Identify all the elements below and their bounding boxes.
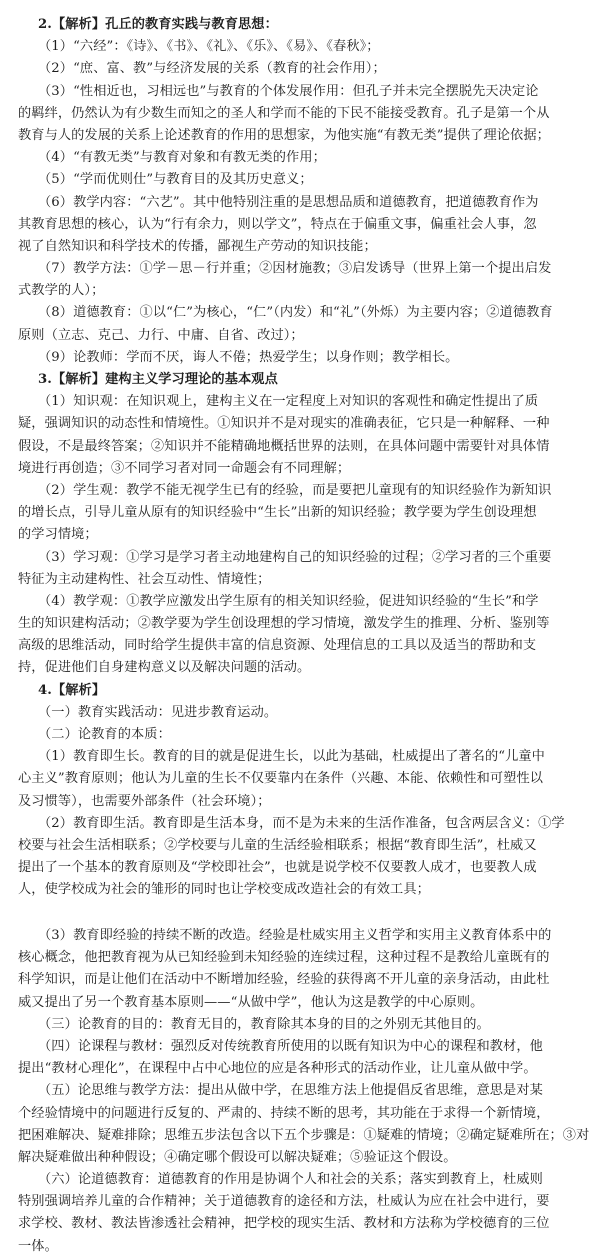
text-line-content: 高级的思维活动，同时给学生提供丰富的信息资源、处理信息的工具以及适当的帮助和支 [18, 638, 537, 654]
text-line [18, 480, 603, 502]
text-line [18, 1236, 603, 1258]
text-line-content: （六）论道德教育：道德教育的作用是协调个人和社会的关系；落实到教育上，杜威则 [38, 1172, 543, 1188]
text-line [18, 36, 603, 58]
text-line [18, 791, 603, 813]
text-line-content: 式教学的人）； [18, 283, 105, 299]
text-line-content: 假设，不是最终答案；②知识并不能精确地概括世界的法则，在具体问题中需要针对具体情 [18, 438, 550, 454]
text-line-content: （四）论课程与教材：强烈反对传统教育所使用的以既有知识为中心的课程和教材，他 [38, 1038, 543, 1054]
text-line-content: 求学校、教材、教法皆渗透社会精神，把学校的现实生活、教材和方法称为学校德育的三位 [18, 1216, 550, 1232]
text-line [18, 347, 603, 369]
text-line-content: 境进行再创造；③不同学习者对同一命题会有不同理解； [18, 460, 351, 476]
text-line-content: （8）道德教育：①以“仁”为核心，“仁”（内发）和“礼”（外烁）为主要内容；②道德教育 [38, 305, 553, 321]
text-line [18, 1036, 603, 1058]
text-line-content: 及习惯等），也需要外部条件（社会环境）； [18, 793, 271, 809]
text-line [18, 835, 603, 857]
text-line-content: 的增长点，引导儿童从原有的知识经验中“生长”出新的知识经验；教学要为学生创设理想 [18, 505, 537, 521]
text-line [18, 413, 603, 435]
text-line-content: 持，促进他们自身建构意义以及解决问题的活动。 [18, 660, 311, 676]
text-line-content: （一）教育实践活动：见进步教育运动。 [38, 704, 278, 720]
text-line-content: 校要与社会生活相联系；②学校要与儿童的生活经验相联系；根据“教育即生活”，杜威又 [18, 837, 537, 853]
text-line [18, 879, 603, 901]
text-line-content: （2）教育即生活。教育即是生活本身，而不是为未来的生活作准备，包含两层含义：①学 [38, 815, 565, 831]
text-line-content: 生的知识建构活动；②教学要为学生创设理想的学习情境，激发学生的推理、分析、鉴别等 [18, 616, 550, 632]
text-line [18, 169, 603, 191]
text-line [18, 1058, 603, 1080]
text-line-content: 4.【解析】 [38, 682, 106, 698]
text-line [18, 1169, 603, 1191]
text-line-content: 特别强调培养儿童的合作精神；关于道德教育的途径和方法，杜威认为应在社会中进行，要 [18, 1194, 550, 1210]
text-line [18, 813, 603, 835]
text-line-content: （五）论思维与教学方法：提出从做中学，在思维方法上他提倡反省思维，意思是对某 [38, 1083, 543, 1099]
text-line-content: 个经验情境中的问题进行反复的、严肃的、持续不断的思考，其功能在于求得一个新情境， [18, 1105, 550, 1121]
answer-section-top [18, 14, 603, 902]
text-line [18, 436, 603, 458]
text-line [18, 925, 603, 947]
text-line-content: 一体。 [18, 1238, 58, 1254]
text-line [18, 391, 603, 413]
text-line [18, 680, 603, 702]
text-line-content: （4）“有教无类”与教育对象和有教无类的作用； [38, 150, 326, 166]
text-line [18, 635, 603, 657]
text-line-content: 2.【解析】孔丘的教育实践与教育思想： [38, 17, 278, 32]
text-line [18, 258, 603, 280]
text-line-content: （三）论教育的目的：教育无目的，教育除其本身的目的之外别无其他目的。 [38, 1016, 490, 1032]
text-line-content: 把困难解决、疑难排除；思维五步法包含以下五个步骤是：①疑难的情境；②确定疑难所在；③对 [18, 1127, 590, 1143]
text-line-content: 疑，强调知识的动态性和情境性。①知识并不是对现实的准确表征，它只是一种解释、一种 [18, 416, 550, 432]
text-line [18, 214, 603, 236]
text-line-content: 提出“教材心理化”，在课程中占中心地位的应是各种形式的活动作业，让儿童从做中学。 [18, 1061, 537, 1077]
text-line [18, 125, 603, 147]
text-line-content: （2）“庶、富、教”与经济发展的关系（教育的社会作用）； [38, 61, 386, 77]
text-line-content: 科学知识，而是让他们在活动中不断增加经验，经验的获得离不开儿童的亲身活动，由此杜 [18, 972, 550, 988]
text-line [18, 236, 603, 258]
text-line [18, 591, 603, 613]
text-line [18, 746, 603, 768]
text-line [18, 768, 603, 790]
text-line-content: 提出了一个基本的教育原则及“学校即社会”，也就是说学校不仅要教人成才，也要教人成 [18, 860, 537, 876]
text-line [18, 569, 603, 591]
text-line [18, 1103, 603, 1125]
text-line-content: 3.【解析】建构主义学习理论的基本观点 [38, 372, 278, 387]
text-line [18, 947, 603, 969]
text-line-content: （5）“学而优则仕”与教育目的及其历史意义； [38, 172, 313, 188]
text-line-content: （6）教学内容：“六艺”。其中他特别注重的是思想品质和道德教育，把道德教育作为 [38, 194, 539, 210]
text-line [18, 547, 603, 569]
text-line-content: 特征为主动建构性、社会互动性、情境性； [18, 571, 271, 587]
text-line [18, 502, 603, 524]
text-line [18, 325, 603, 347]
text-line [18, 1191, 603, 1213]
text-line [18, 992, 603, 1014]
text-line-content: （3）教育即经验的持续不断的改造。经验是杜威实用主义哲学和实用主义教育体系中的 [38, 928, 552, 943]
text-line [18, 857, 603, 879]
text-line [18, 103, 603, 125]
text-line-content: （3）学习观：①学习是学习者主动地建构自己的知识经验的过程；②学习者的三个重要 [38, 549, 552, 565]
answer-section-bottom [18, 925, 603, 1258]
text-line-content: 解决疑难做出种种假设；④确定哪个假设可以解决疑难；⑤验证这个假设。 [18, 1149, 457, 1165]
text-line [18, 14, 603, 36]
text-line-content: 心主义”教育原则；他认为儿童的生长不仅要靠内在条件（兴趣、本能、依赖性和可塑性以 [18, 771, 544, 787]
text-line [18, 192, 603, 214]
text-line-content: （3）“性相近也，习相远也”与教育的个体发展作用：但孔子并未完全摆脱先天决定论 [38, 83, 539, 99]
text-line-content: 其教育思想的核心，认为“行有余力，则以学文”，特点在于偏重文事，偏重社会人事，忽 [18, 216, 537, 232]
text-line-content: 的羁绊，仍然认为有少数生而知之的圣人和学而不能的下民不能接受教育。孔子是第一个从 [18, 105, 550, 121]
text-line [18, 657, 603, 679]
text-line [18, 280, 603, 302]
text-line [18, 369, 603, 391]
text-line [18, 1147, 603, 1169]
text-line-content: （9）论教师：学而不厌，诲人不倦；热爱学生；以身作则；教学相长。 [38, 349, 459, 365]
text-line [18, 302, 603, 324]
text-line [18, 58, 603, 80]
text-line-content: 的学习情境； [18, 527, 98, 543]
text-line-content: 核心概念，他把教育视为从已知经验到未知经验的连续过程，这种过程不是教给儿童既有的 [18, 950, 550, 966]
text-line-content: 威又提出了另一个教育基本原则——“从做中学”，他认为这是教学的中心原则。 [18, 994, 484, 1010]
text-line-content: （1）“六经”：《诗》、《书》、《礼》、《乐》、《易》、《春秋》； [38, 39, 380, 55]
text-line-content: （1）知识观：在知识观上，建构主义在一定程度上对知识的客观性和确定性提出了质 [38, 394, 539, 410]
text-line [18, 613, 603, 635]
text-line-content: （2）学生观：教学不能无视学生已有的经验，而是要把儿童现有的知识经验作为新知识 [38, 482, 552, 498]
text-line [18, 1014, 603, 1036]
text-line-content: （1）教育即生长。教育的目的就是促进生长，以此为基础，杜威提出了著名的“儿童中 [38, 749, 545, 765]
text-line [18, 1213, 603, 1235]
text-line-content: （二）论教育的本质： [38, 727, 171, 742]
text-line [18, 81, 603, 103]
text-line [18, 524, 603, 546]
text-line-content: 人，使学校成为社会的雏形的同时也让学校变成改造社会的有效工具； [18, 882, 430, 898]
text-line [18, 147, 603, 169]
text-line-content: 教育与人的发展的关系上论述教育的作用的思想家，为他实施“有教无类”提供了理论依据； [18, 127, 550, 143]
text-line-content: （7）教学方法：①学－思－行并重；②因材施教；③启发诱导（世界上第一个提出启发 [38, 261, 552, 277]
text-line [18, 969, 603, 991]
text-line-content: 原则（立志、克己、力行、中庸、自省、改过）； [18, 327, 304, 343]
text-line [18, 1080, 603, 1102]
text-line [18, 702, 603, 724]
text-line-content: （4）教学观：①教学应激发出学生原有的相关知识经验，促进知识经验的“生长”和学 [38, 593, 539, 609]
text-line-content: 视了自然知识和科学技术的传播，鄙视生产劳动的知识技能； [18, 238, 377, 254]
text-line [18, 1125, 603, 1147]
text-line [18, 724, 603, 746]
text-line [18, 458, 603, 480]
